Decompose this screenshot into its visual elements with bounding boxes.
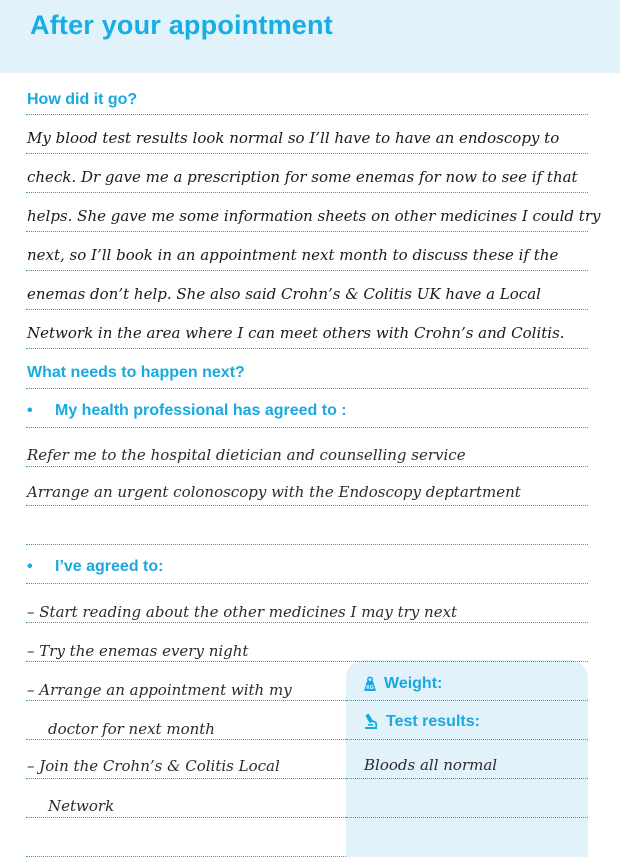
notes-line: My blood test results look normal so I’ll have to have an endoscopy to [27,129,560,147]
scale-weight-icon [362,676,378,692]
ruled-line [26,622,588,623]
my-action-line: – Join the Crohn’s & Colitis Local [27,757,280,775]
ruled-line [26,427,588,428]
ruled-line [26,309,588,310]
ruled-line [26,192,588,193]
ruled-line [26,153,588,154]
ruled-line [26,544,588,545]
ruled-line [26,700,346,701]
panel-ruled-line [346,700,588,701]
ruled-line [26,466,588,467]
ruled-line [26,231,588,232]
panel-ruled-line [346,817,588,818]
bullet: • [27,402,33,419]
header-band [0,0,620,73]
ruled-line [26,270,588,271]
ruled-line [26,505,588,506]
ruled-line [26,778,346,779]
my-action-line: Network [48,797,115,815]
ruled-line [26,388,588,389]
my-action-line: – Arrange an appointment with my [27,681,292,699]
notes-line: Network in the area where I can meet others with Crohn’s and Colitis. [27,324,565,342]
how-did-it-go-heading: How did it go? [27,91,138,108]
ruled-line [26,739,346,740]
weight-label: Weight: [384,675,443,692]
weight-label-row [362,675,442,693]
next-steps-heading: What needs to happen next? [27,364,245,381]
notes-line: enemas don’t help. She also said Crohn’s & Colitis UK have a Local [27,285,541,303]
test-results-value: Bloods all normal [364,756,498,774]
microscope-icon [362,713,380,731]
ruled-line [26,661,588,662]
ruled-line [26,817,346,818]
my-action-line: doctor for next month [48,720,215,738]
panel-ruled-line [346,778,588,779]
ruled-line [26,114,588,115]
notes-line: next, so I’ll book in an appointment next month to discuss these if the [27,246,559,264]
my-action-line: – Start reading about the other medicines I may try next [27,603,458,621]
page-title: After your appointment [30,10,333,40]
bullet: • [27,558,33,575]
notes-line: helps. She gave me some information sheets on other medicines I could try [27,207,601,225]
i-agreed-heading: I’ve agreed to: [55,558,164,575]
test-results-label-row [362,713,480,731]
professional-agreed-heading: My health professional has agreed to : [55,402,347,419]
ruled-line [26,348,588,349]
ruled-line [26,583,588,584]
professional-item: Arrange an urgent colonoscopy with the Endoscopy deptartment [27,483,521,501]
my-action-line: – Try the enemas every night [27,642,249,660]
test-results-label: Test results: [386,713,480,730]
notes-line: check. Dr gave me a prescription for some enemas for now to see if that [27,168,578,186]
professional-item: Refer me to the hospital dietician and counselling service [27,446,466,464]
panel-ruled-line [346,739,588,740]
weight-icon-text: KG [366,685,374,691]
